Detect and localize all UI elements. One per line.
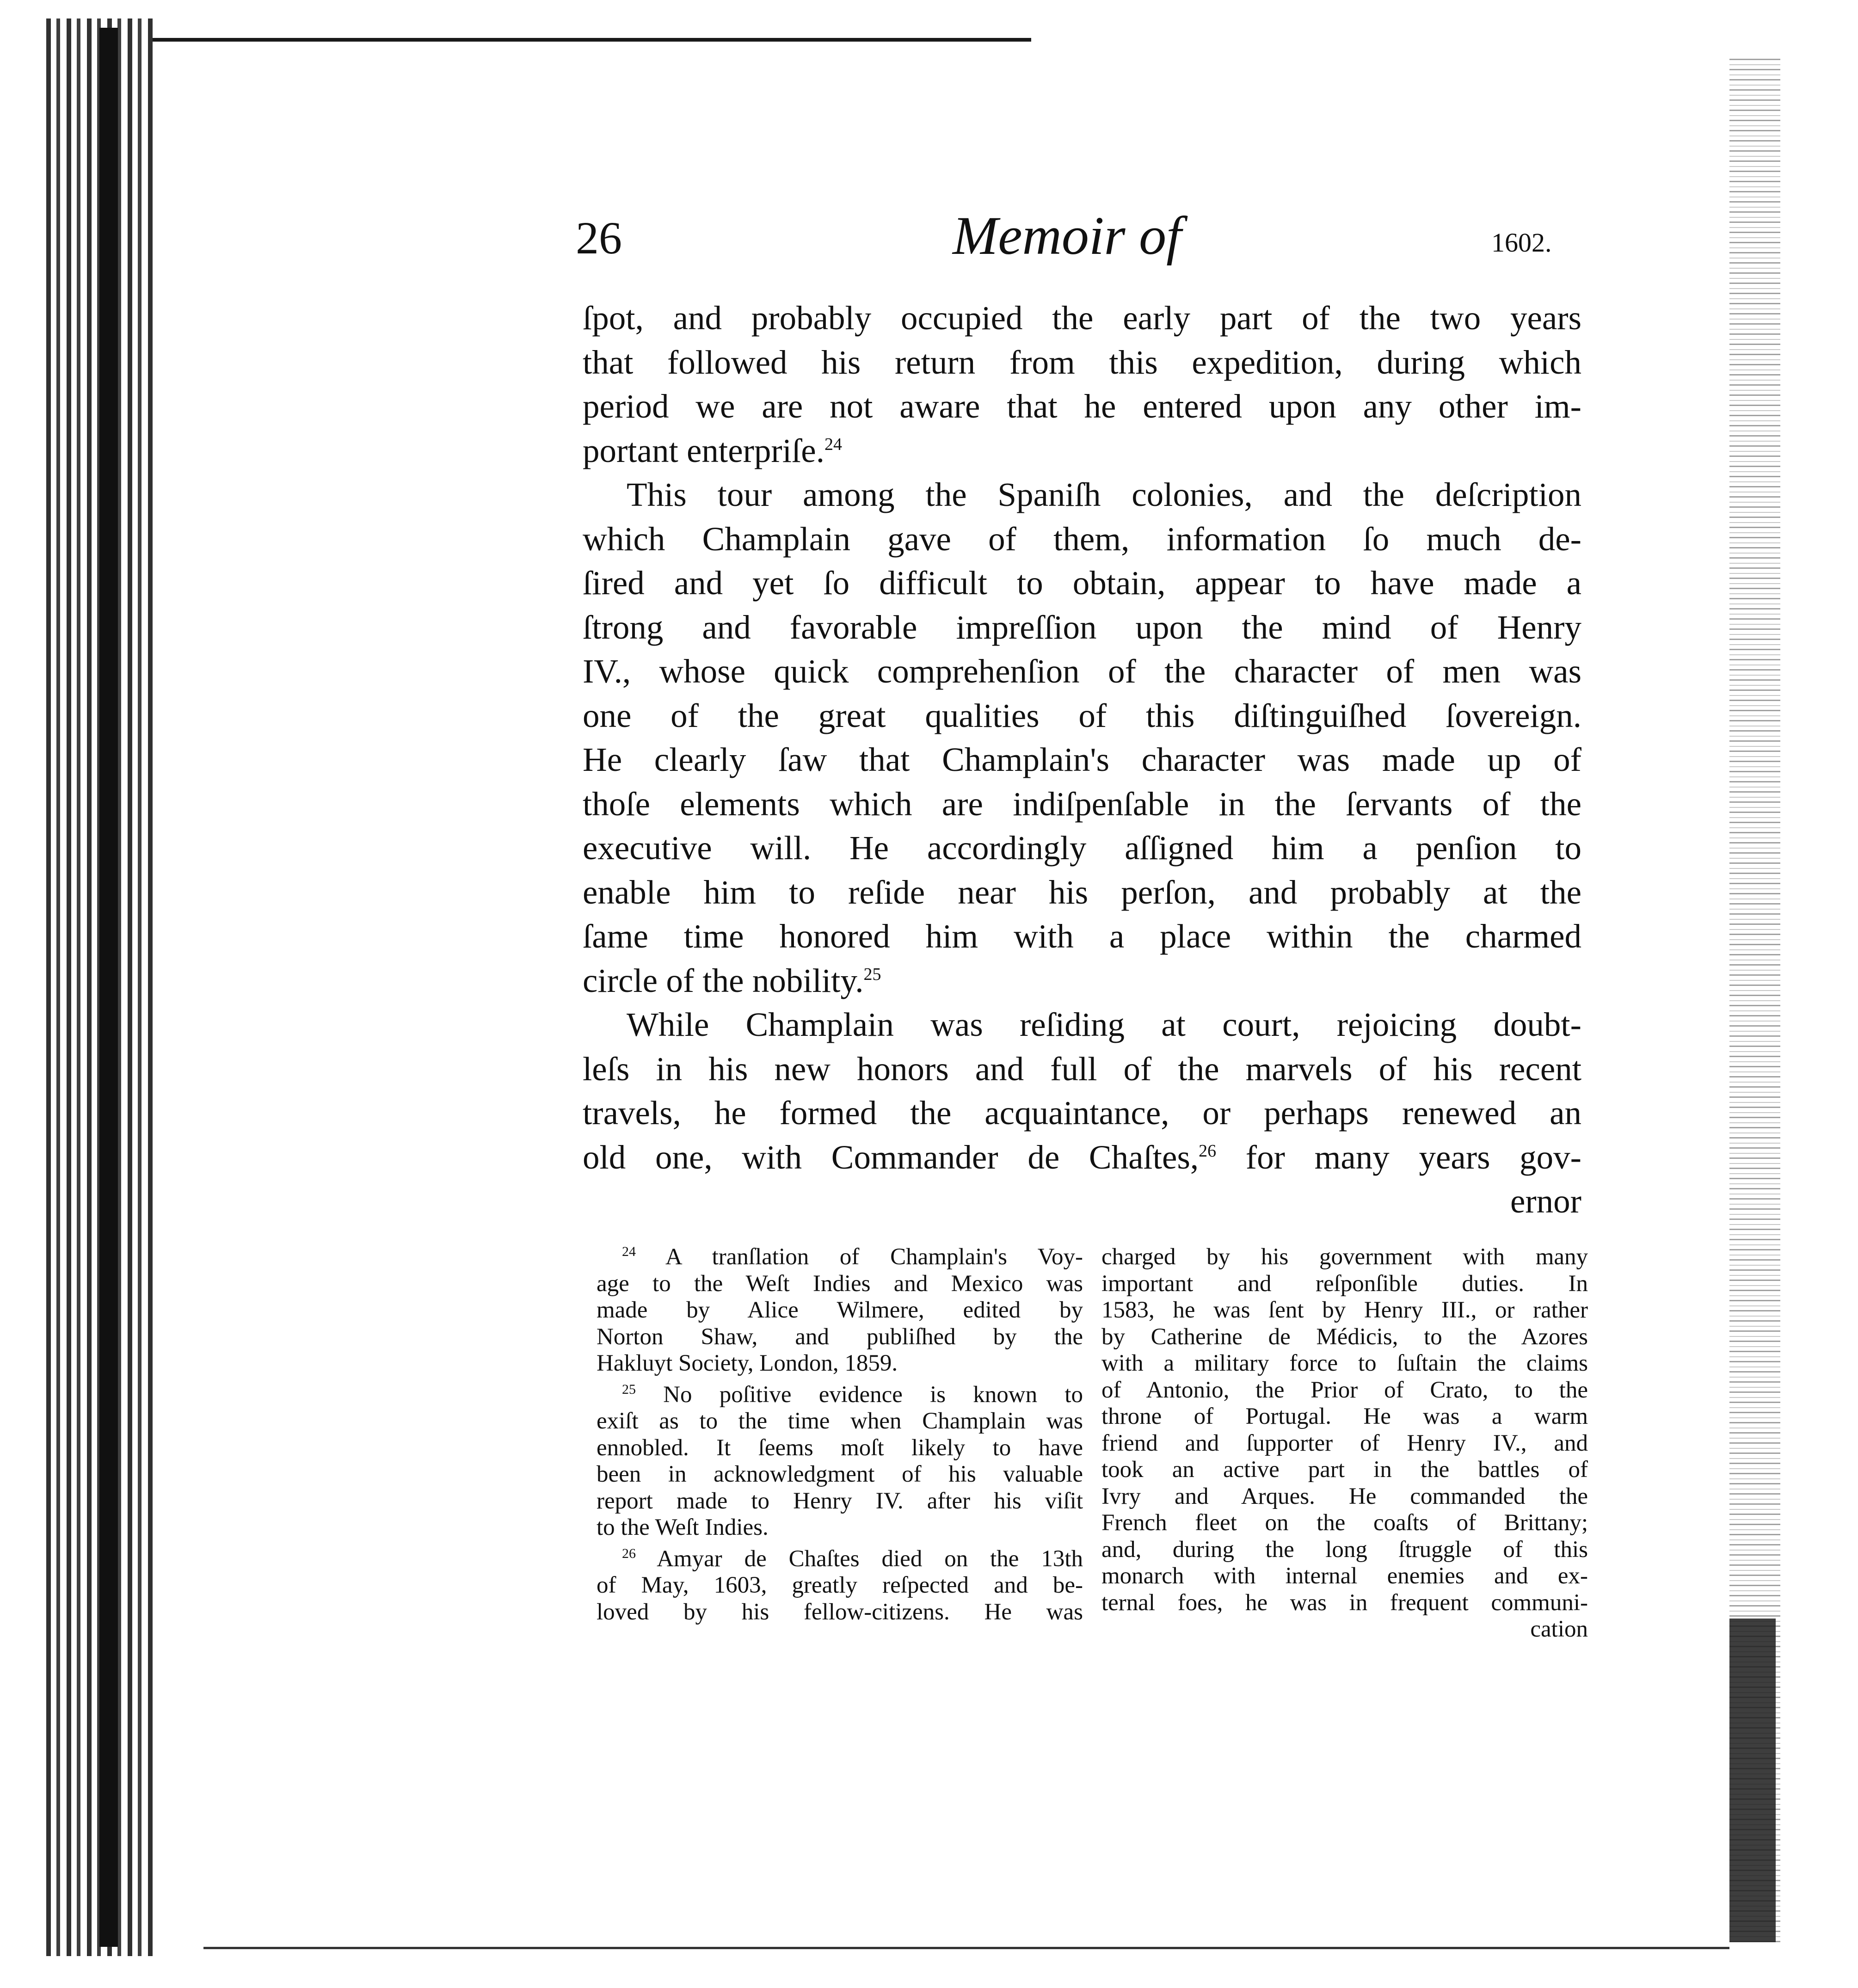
- book-spine-shadow: [99, 28, 118, 1947]
- running-title: Memoir of: [953, 205, 1181, 266]
- footnote-line: 1583, he was ſent by Henry III., or rather: [1101, 1297, 1588, 1323]
- footnote-text: Amyar de Chaſtes died on the 13th: [636, 1545, 1083, 1572]
- footnote-text: No poſitive evidence is known to: [636, 1381, 1083, 1408]
- footnote-gap: [597, 1541, 1083, 1546]
- footnotes-right-column: [1101, 1244, 1588, 1643]
- catchword: ernor: [1510, 1182, 1581, 1220]
- footnote-line: French fleet on the coaſts of Brittany;: [1101, 1510, 1588, 1536]
- body-line: that followed his return from this expedition, during which: [583, 343, 1581, 381]
- page-number: 26: [576, 212, 622, 264]
- footnote-line: with a military force to ſuſtain the claims: [1101, 1350, 1588, 1376]
- footnote-line: friend and ſupporter of Henry IV., and: [1101, 1430, 1588, 1456]
- footnote-line: [597, 1244, 1083, 1271]
- footnote-line: and, during the long ſtruggle of this: [1101, 1536, 1588, 1563]
- footnote-gap: [597, 1377, 1083, 1382]
- top-page-edge: [153, 38, 1031, 42]
- footnote-number: 24: [622, 1244, 636, 1259]
- body-line: [583, 1135, 1581, 1180]
- footnote-line: [597, 1546, 1083, 1573]
- body-line: thoſe elements which are indiſpenſable in the ſervants of the: [583, 785, 1581, 823]
- footnote-line: by Catherine de Médicis, to the Azores: [1101, 1323, 1588, 1350]
- body-line: ſpot, and probably occupied the early part of the two years: [583, 299, 1581, 337]
- body-line-text: for many years gov-: [1216, 1138, 1581, 1176]
- footnote-line: ternal foes, he was in frequent communi-: [1101, 1589, 1588, 1616]
- footnote-line: cation: [1530, 1616, 1588, 1642]
- body-line: one of the great qualities of this diſtinguiſhed ſovereign.: [583, 696, 1581, 734]
- body-line: [583, 429, 1581, 473]
- footnote-line: throne of Portugal. He was a warm: [1101, 1403, 1588, 1429]
- body-text: [583, 296, 1581, 1224]
- footnote-line: made by Alice Wilmere, edited by: [597, 1297, 1083, 1323]
- footnote-line: loved by his fellow-citizens. He was: [597, 1599, 1083, 1625]
- body-line: enable him to reſide near his perſon, and probably at the: [583, 873, 1581, 911]
- footnote-line: Ivry and Arques. He commanded the: [1101, 1483, 1588, 1509]
- body-line: executive will. He accordingly aſſigned him a penſion to: [583, 829, 1581, 867]
- footnote-line: monarch with internal enemies and ex-: [1101, 1563, 1588, 1589]
- footnote-line: took an active part in the battles of: [1101, 1457, 1588, 1483]
- body-line: period we are not aware that he entered upon any other im-: [583, 388, 1581, 425]
- body-line-text: circle of the nobility.: [583, 961, 864, 999]
- footnote-ref: 26: [1199, 1141, 1217, 1161]
- bottom-page-edge: [203, 1947, 1729, 1949]
- body-line: ſtrong and favorable impreſſion upon the mind of Henry: [583, 608, 1581, 646]
- footnotes-left-column: [597, 1244, 1083, 1625]
- body-line: IV., whose quick comprehenſion of the character of men was: [583, 652, 1581, 690]
- footnote-line: age to the Weſt Indies and Mexico was: [597, 1270, 1083, 1297]
- body-line: He clearly ſaw that Champlain's character was made up of: [583, 741, 1581, 778]
- body-line-text: portant enterpriſe.: [583, 431, 824, 469]
- footnote-text: A tranſlation of Champlain's Voy-: [636, 1244, 1083, 1270]
- footnote-line: of May, 1603, greatly reſpected and be-: [597, 1572, 1083, 1598]
- page-right-edge-shadow: [1729, 1619, 1776, 1942]
- footnote-line: ennobled. It ſeems moſt likely to have: [597, 1434, 1083, 1461]
- footnote-number: 26: [622, 1545, 636, 1561]
- running-date: 1602.: [1491, 228, 1552, 258]
- footnote-line: Norton Shaw, and publiſhed by the: [597, 1323, 1083, 1350]
- body-line: travels, he formed the acquaintance, or perhaps renewed an: [583, 1094, 1581, 1132]
- footnote-number: 25: [622, 1381, 636, 1397]
- body-line: [583, 959, 1581, 1003]
- footnote-line: exiſt as to the time when Champlain was: [597, 1408, 1083, 1434]
- body-line-text: old one, with Commander de Chaſtes,: [583, 1138, 1199, 1176]
- body-line: leſs in his new honors and full of the marvels of his recent: [583, 1050, 1581, 1088]
- footnote-ref: 25: [863, 964, 881, 984]
- footnote-line: [597, 1382, 1083, 1409]
- body-line: This tour among the Spaniſh colonies, and the deſcription: [627, 476, 1581, 513]
- footnote-line: important and reſponſible duties. In: [1101, 1270, 1588, 1297]
- footnote-line: of Antonio, the Prior of Crato, to the: [1101, 1377, 1588, 1403]
- footnote-line: charged by his government with many: [1101, 1244, 1588, 1270]
- body-line: ſame time honored him with a place within the charmed: [583, 917, 1581, 955]
- body-line: ſired and yet ſo difficult to obtain, appear to have made a: [583, 564, 1581, 602]
- footnote-line: Hakluyt Society, London, 1859.: [597, 1350, 898, 1376]
- footnote-line: been in acknowledgment of his valuable: [597, 1461, 1083, 1487]
- body-line: which Champlain gave of them, information ſo much de-: [583, 520, 1581, 558]
- footnote-ref: 24: [824, 434, 842, 454]
- footnote-line: to the Weſt Indies.: [597, 1514, 769, 1540]
- body-line: While Champlain was reſiding at court, rejoicing doubt-: [627, 1006, 1581, 1043]
- footnote-line: report made to Henry IV. after his viſit: [597, 1488, 1083, 1514]
